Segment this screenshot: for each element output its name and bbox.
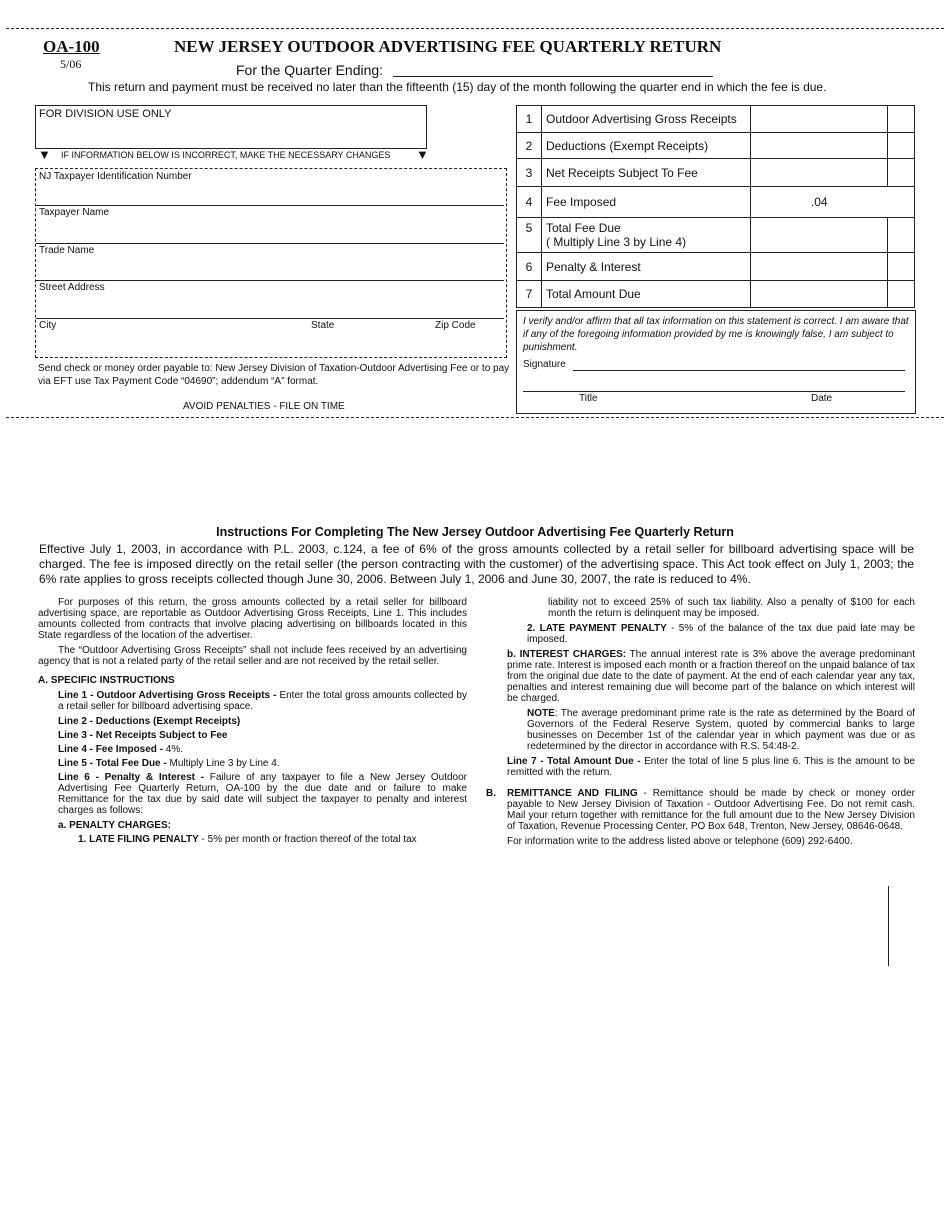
line-number: 4 bbox=[517, 187, 542, 218]
instructions-intro: Effective July 1, 2003, in accordance with P.L. 2003, c.124, a fee of 6% of the gross amounts collected by a retail seller for billboard advertising space will be charged. The fee is imposed directly on the retail seller (the person contracting with the customer) of the advertising space. This Act took effect on July 1, 2003; the 6% rate applies to gross receipts collected though June 30, 2006. Between July 1, 2006 and June 30, 2007, the rate is reduced to 4%. bbox=[39, 542, 914, 586]
line7-instruction-text: Enter the total of line 5 plus line 6. This is the amount to be remitted with the return. bbox=[507, 756, 915, 778]
penalty-interest-amount-input[interactable] bbox=[751, 253, 888, 281]
fee-rate-value: .04 bbox=[751, 187, 888, 218]
line4-instruction-title: Line 4 - Fee Imposed - bbox=[58, 744, 164, 755]
line7-instruction bbox=[507, 756, 915, 778]
line5-instruction bbox=[38, 758, 467, 769]
net-receipts-cents-input[interactable] bbox=[888, 159, 915, 187]
instructions-heading: Instructions For Completing The New Jersey Outdoor Advertising Fee Quarterly Return bbox=[216, 525, 734, 539]
line-row bbox=[517, 187, 915, 218]
line2-instruction: Line 2 - Deductions (Exempt Receipts) bbox=[58, 716, 241, 727]
specific-instructions-heading: A. SPECIFIC INSTRUCTIONS bbox=[38, 675, 175, 686]
line-number: 5 bbox=[517, 218, 542, 253]
penalty-charges-heading: a. PENALTY CHARGES: bbox=[58, 820, 171, 831]
line6-instruction-text: Failure of any taxpayer to file a New Jersey Outdoor Advertising Fee Quarterly Return, OA-100 by the due date and or failure to make Remittance for the tax due by said date will subject the taxpayer to penalty and interest charges as follows: bbox=[58, 772, 467, 816]
line1-instruction-title: Line 1 - Outdoor Advertising Gross Receipts - bbox=[58, 690, 277, 701]
late-payment-text: - 5% of the balance of the tax due paid late may be imposed. bbox=[527, 623, 916, 645]
total-due-cents-input[interactable] bbox=[888, 281, 915, 308]
late-filing-title: 1. LATE FILING PENALTY bbox=[78, 834, 199, 845]
instructions-right-column bbox=[486, 597, 916, 851]
title-date-line[interactable] bbox=[523, 391, 905, 392]
line3-instruction: Line 3 - Net Receipts Subject to Fee bbox=[58, 730, 228, 741]
line-number: 6 bbox=[517, 253, 542, 281]
line-label: Penalty & Interest bbox=[542, 253, 751, 281]
zip-code-label: Zip Code bbox=[435, 320, 476, 331]
penalty-interest-cents-input[interactable] bbox=[888, 253, 915, 281]
total-due-amount-input[interactable] bbox=[751, 281, 888, 308]
total-fee-cents-input[interactable] bbox=[888, 218, 915, 253]
late-filing-continued: liability not to exceed 25% of such tax liability. Also a penalty of $100 for each month the return is delinquent may be imposed. bbox=[548, 597, 915, 619]
line-row bbox=[517, 253, 915, 281]
vertical-rule bbox=[888, 886, 889, 966]
late-payment-title: 2. LATE PAYMENT PENALTY bbox=[527, 623, 667, 634]
fee-lines-table bbox=[516, 105, 915, 308]
line6-instruction bbox=[38, 772, 467, 816]
title-label: Title bbox=[579, 393, 598, 404]
trade-name-label: Trade Name bbox=[39, 245, 95, 256]
deductions-cents-input[interactable] bbox=[888, 133, 915, 159]
down-arrow-icon: ▼ bbox=[416, 147, 429, 162]
deadline-note: This return and payment must be received no later than the fifteenth (15) day of the month following the quarter end in which the fee is due. bbox=[88, 80, 827, 94]
avoid-penalties-note: AVOID PENALTIES - FILE ON TIME bbox=[183, 401, 345, 412]
line-row bbox=[517, 218, 915, 253]
gross-receipts-cents-input[interactable] bbox=[888, 106, 915, 133]
line-row bbox=[517, 159, 915, 187]
late-filing-penalty bbox=[38, 834, 467, 845]
interest-charges-text: The annual interest rate is 3% above the average predominant prime rate. Interest is imposed each month or a fraction thereof on the unpaid balance of tax from the original due date to the date of payment. At the end of each calendar year any tax, penalties and interest remaining due will become part of the balance on which interest will be charged. bbox=[507, 649, 915, 704]
line6-instruction-title: Line 6 - Penalty & Interest - bbox=[58, 772, 205, 783]
line-label: Fee Imposed bbox=[542, 187, 751, 218]
line5-instruction-text: Multiply Line 3 by Line 4. bbox=[166, 758, 280, 769]
instructions-paragraph: For purposes of this return, the gross amounts collected by a retail seller for billboard advertising space, are reportable as Outdoor Advertising Gross Receipts, Line 1. This includes amounts collected from contracts that involve placing advertising on billboards located in this State regardless of the location of the advertiser. bbox=[38, 597, 467, 641]
taxpayer-name-label: Taxpayer Name bbox=[39, 207, 110, 218]
signature-label: Signature bbox=[523, 359, 566, 370]
instructions-left-column bbox=[38, 597, 467, 849]
payment-note: Send check or money order payable to: New Jersey Division of Taxation-Outdoor Advertising Fee or to pay via EFT use Tax Payment Code “04690”; addendum “A” format. bbox=[38, 363, 510, 387]
line-label bbox=[542, 218, 751, 253]
street-address-field[interactable] bbox=[36, 280, 504, 319]
taxpayer-id-field[interactable] bbox=[36, 169, 504, 206]
line-row bbox=[517, 281, 915, 308]
signature-box bbox=[516, 310, 916, 414]
line-label: Deductions (Exempt Receipts) bbox=[542, 133, 751, 159]
note-text: : The average predominant prime rate is the rate as determined by the Board of Governors of the Federal Reserve System, quoted by commercial banks to large businesses on December 1st of the calendar year in which payment was due or as redetermined by the director in accordance with R.S. 54:48-2. bbox=[527, 708, 915, 752]
quarter-ending-input[interactable] bbox=[393, 76, 713, 77]
affirmation-text: I verify and/or affirm that all tax information on this statement is correct. I am aware that if any of the foregoing information provided by me is knowingly false, I am subject to punishment. bbox=[523, 316, 909, 353]
correction-note: IF INFORMATION BELOW IS INCORRECT, MAKE THE NECESSARY CHANGES bbox=[61, 150, 391, 160]
line1-instruction-text: Enter the total gross amounts collected by a retail seller for billboard advertising space. bbox=[58, 690, 467, 712]
total-fee-amount-input[interactable] bbox=[751, 218, 888, 253]
line-number: 7 bbox=[517, 281, 542, 308]
line-row bbox=[517, 106, 915, 133]
instructions-paragraph: The “Outdoor Advertising Gross Receipts” shall not include fees received by an advertising agency that is not a related party of the retail seller and are not received by the retail seller. bbox=[38, 645, 467, 667]
remittance-body: - Remittance should be made by check or money order payable to New Jersey Division of Taxation - Outdoor Advertising Fee. Do not remit cash. Mail your return together with remittance for the full amount due to the New Jersey Division of Taxation, Revenue Processing Center, PO Box 648, Trenton, New Jersey, 08646-0648. bbox=[507, 788, 915, 832]
late-filing-text: - 5% per month or fraction thereof of the total tax bbox=[198, 834, 417, 845]
street-address-label: Street Address bbox=[39, 282, 105, 293]
late-payment-penalty bbox=[507, 623, 915, 645]
division-use-box bbox=[35, 105, 427, 149]
note-title: NOTE bbox=[527, 708, 555, 719]
state-label: State bbox=[311, 320, 335, 331]
line-number: 1 bbox=[517, 106, 542, 133]
date-label: Date bbox=[811, 393, 833, 404]
city-field[interactable] bbox=[36, 319, 306, 355]
taxpayer-name-field[interactable] bbox=[36, 205, 504, 244]
line-label: Outdoor Advertising Gross Receipts bbox=[542, 106, 751, 133]
city-label: City bbox=[39, 320, 57, 331]
form-title: NEW JERSEY OUTDOOR ADVERTISING FEE QUARTERLY RETURN bbox=[174, 37, 722, 56]
down-arrow-icon: ▼ bbox=[38, 147, 51, 162]
line-label: Total Amount Due bbox=[542, 281, 751, 308]
remittance-text bbox=[507, 788, 915, 832]
section-b-letter: B. bbox=[486, 788, 496, 799]
form-id: OA-100 bbox=[43, 37, 100, 56]
zip-code-field[interactable] bbox=[434, 319, 504, 355]
total-fee-label: Total Fee Due bbox=[546, 221, 621, 235]
remittance-title: REMITTANCE AND FILING bbox=[507, 788, 638, 799]
line-row bbox=[517, 133, 915, 159]
line-label: Net Receipts Subject To Fee bbox=[542, 159, 751, 187]
net-receipts-amount-input[interactable] bbox=[751, 159, 888, 187]
taxpayer-id-label: NJ Taxpayer Identification Number bbox=[39, 171, 192, 182]
deductions-amount-input[interactable] bbox=[751, 133, 888, 159]
line5-instruction-title: Line 5 - Total Fee Due - bbox=[58, 758, 167, 769]
line-number: 2 bbox=[517, 133, 542, 159]
signature-line[interactable] bbox=[573, 370, 905, 371]
line4-instruction bbox=[38, 744, 467, 755]
line1-instruction bbox=[38, 690, 467, 712]
quarter-ending-label: For the Quarter Ending: bbox=[236, 62, 384, 78]
interest-charges bbox=[507, 649, 915, 704]
gross-receipts-amount-input[interactable] bbox=[751, 106, 888, 133]
trade-name-field[interactable] bbox=[36, 243, 504, 281]
state-field[interactable] bbox=[310, 319, 420, 355]
line-number: 3 bbox=[517, 159, 542, 187]
bottom-cut-line bbox=[6, 417, 944, 418]
prime-rate-note bbox=[507, 708, 915, 752]
fee-rate-blank bbox=[888, 187, 915, 218]
information-contact: For information write to the address listed above or telephone (609) 292-6400. bbox=[507, 836, 853, 847]
revision-date: 5/06 bbox=[60, 57, 82, 71]
remittance-section bbox=[486, 788, 915, 847]
interest-charges-title: b. INTEREST CHARGES: bbox=[507, 649, 627, 660]
total-fee-sublabel: ( Multiply Line 3 by Line 4) bbox=[546, 235, 687, 249]
top-cut-line bbox=[6, 28, 944, 29]
line7-instruction-title: Line 7 - Total Amount Due - bbox=[507, 756, 641, 767]
line4-instruction-text: 4%. bbox=[163, 744, 184, 755]
division-use-label: FOR DIVISION USE ONLY bbox=[39, 108, 172, 120]
